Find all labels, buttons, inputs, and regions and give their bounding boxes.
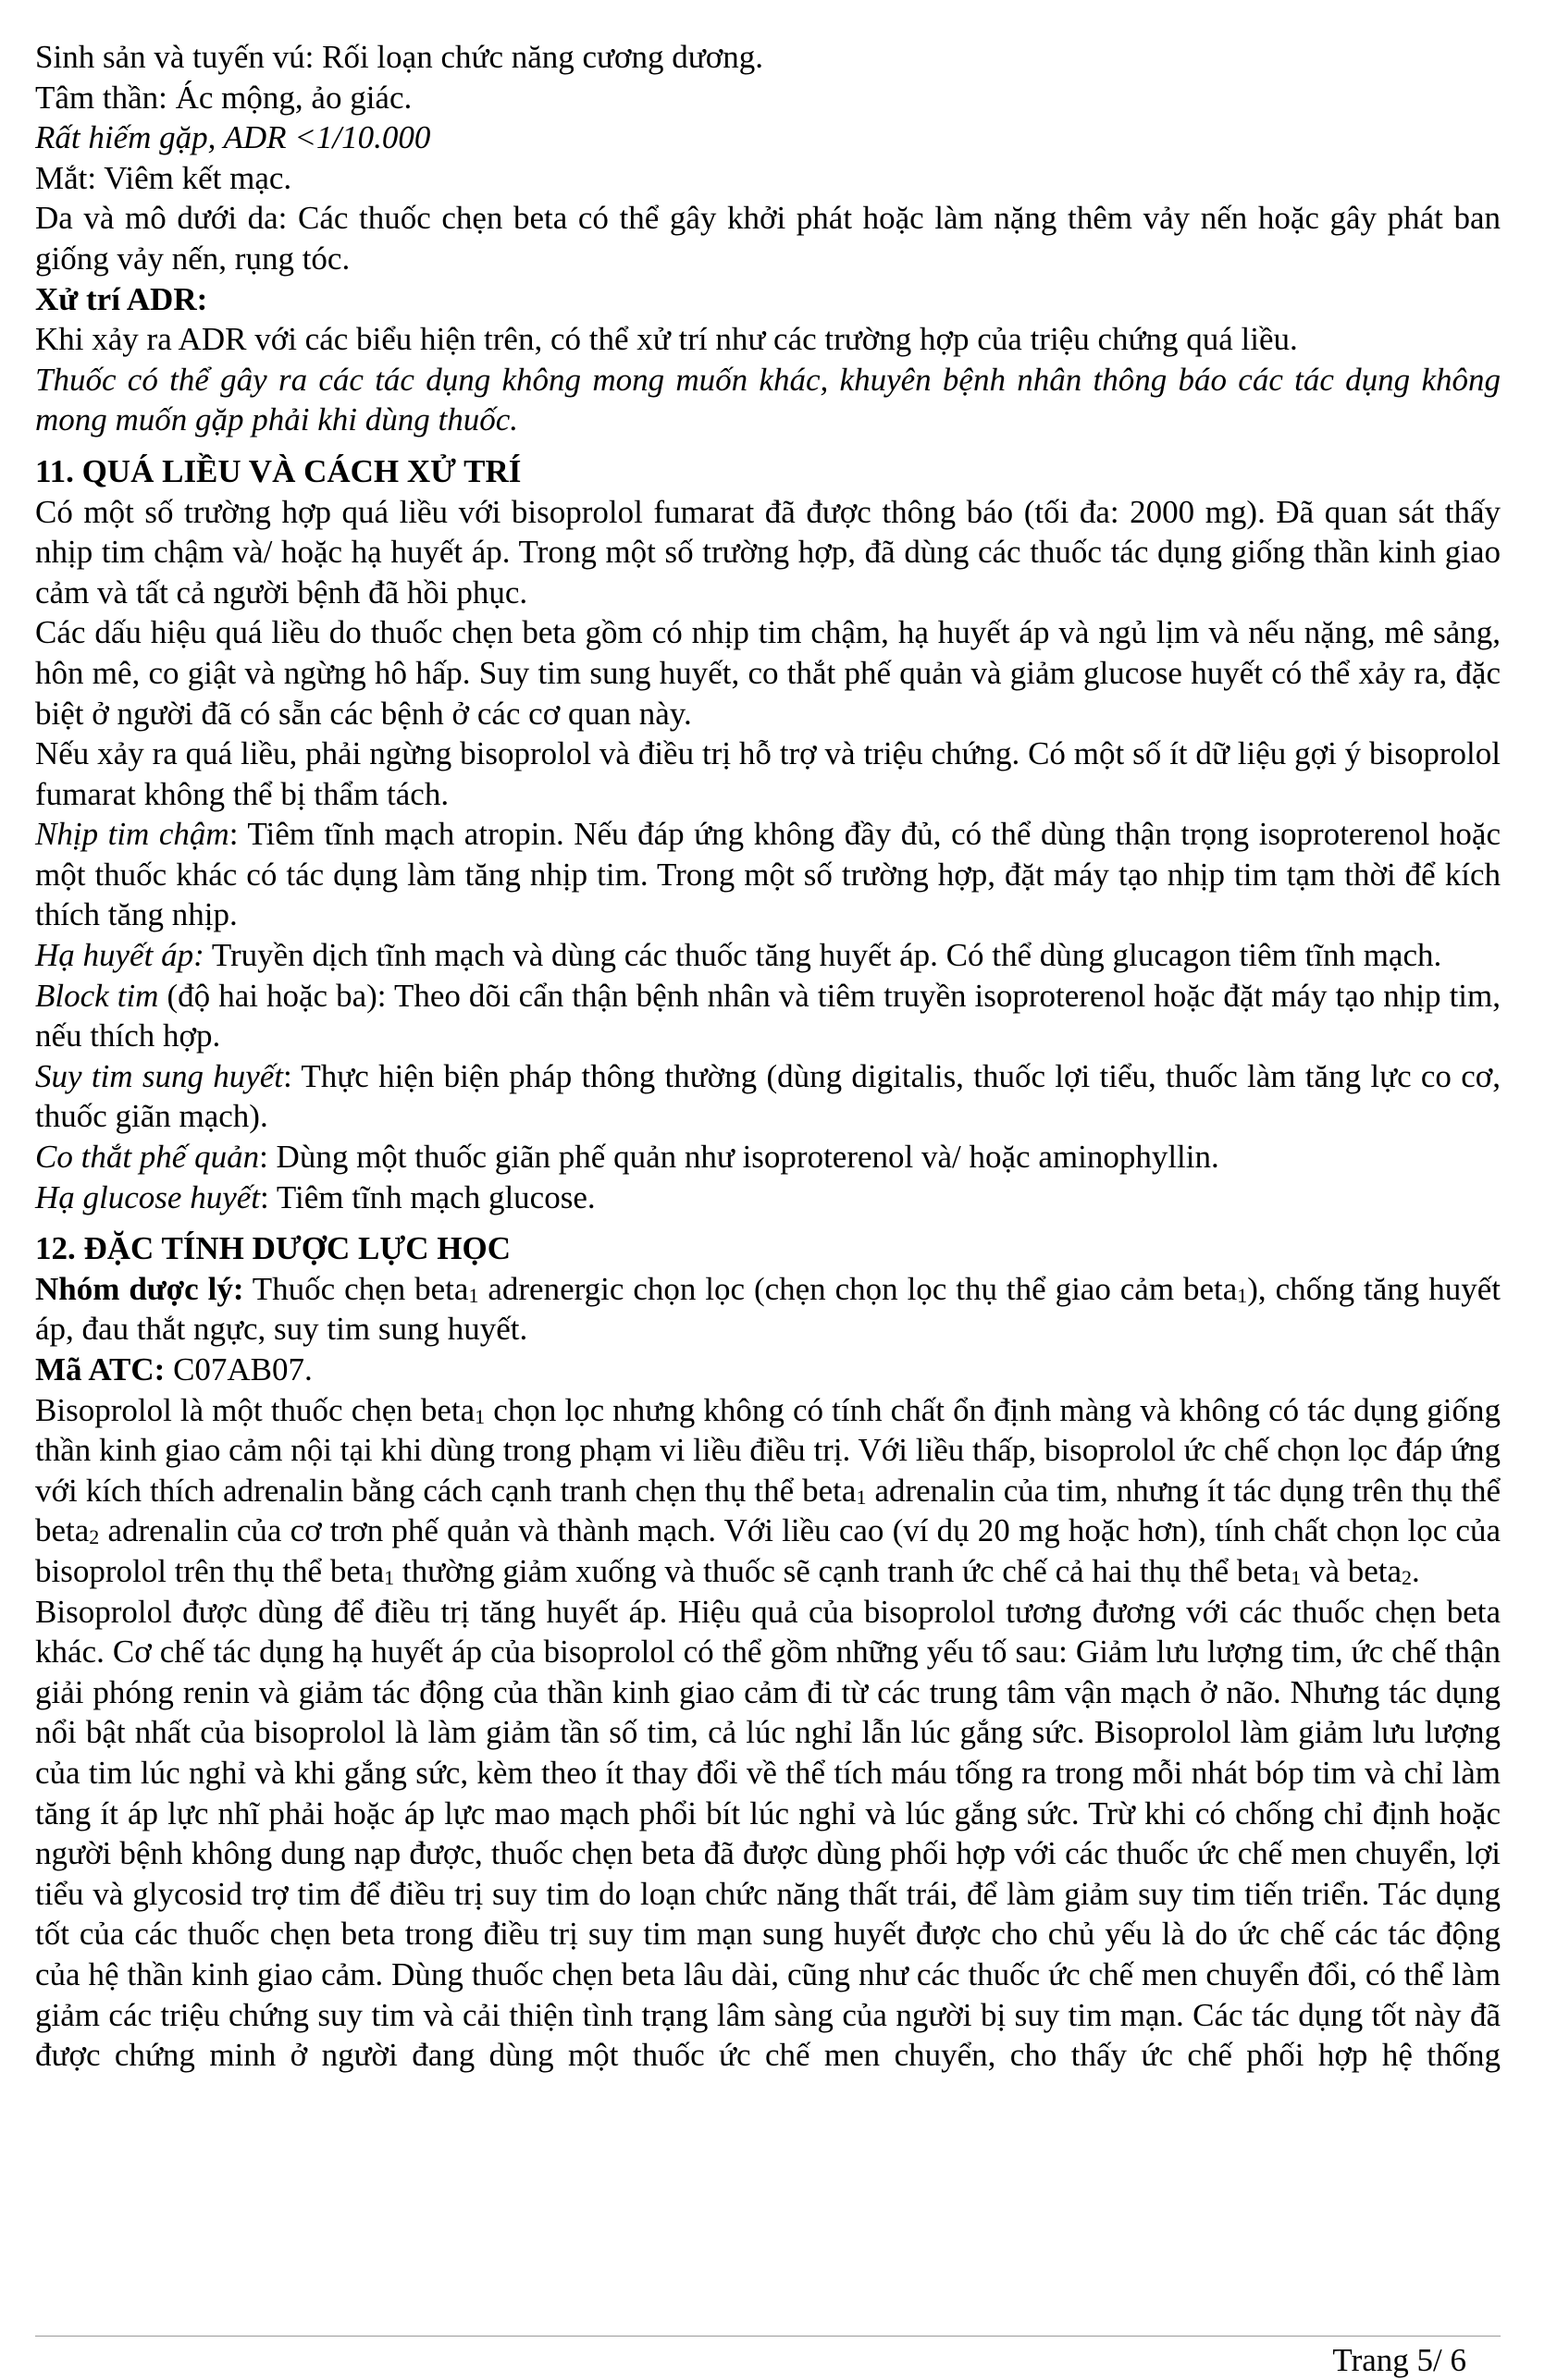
atc-value: C07AB07. — [165, 1351, 313, 1387]
group-label: Nhóm dược lý: — [35, 1270, 244, 1307]
treatment-heart-failure — [35, 1056, 1501, 1137]
subscript: 2 — [89, 1525, 100, 1549]
pharmacodynamics-paragraph-2: Bisoprolol được dùng để điều trị tăng huyết áp. Hiệu quả của bisoprolol tương đương với các thuốc chẹn beta khác. Cơ chế tác dụng hạ huyết áp của bisoprolol có thể gồm những yếu tố sau: Giảm lưu lượng tim, ức chế thận giải phóng renin và giảm tác động của thần kinh giao cảm đi từ các trung tâm vận mạch ở não. Nhưng tác dụng nổi bật nhất của bisoprolol là làm giảm tần số tim, cả lúc nghỉ lẫn lúc gắng sức. Bisoprolol làm giảm lưu lượng của tim lúc nghỉ và khi gắng sức, kèm theo ít thay đổi về thể tích máu tống ra trong mỗi nhát bóp tim và chỉ làm tăng ít áp lực nhĩ phải hoặc áp lực mao mạch phổi bít lúc nghỉ và lúc gắng sức. Trừ khi có chống chỉ định hoặc người bệnh không dung nạp được, thuốc chẹn beta đã được dùng phối hợp với các thuốc ức chế men chuyển, lợi tiểu và glycosid trợ tim để điều trị suy tim do loạn chức năng thất trái, để làm giảm suy tim tiến triển. Tác dụng tốt của các thuốc chẹn beta trong điều trị suy tim mạn sung huyết được cho chủ yếu là do ức chế các tác động của hệ thần kinh giao cảm. Dùng thuốc chẹn beta lâu dài, cũng như các thuốc ức chế men chuyển đổi, có thể làm giảm các triệu chứng suy tim và cải thiện tình trạng lâm sàng của người bị suy tim mạn. Các tác dụng tốt này đã được chứng minh ở người đang dùng một thuốc ức chế men chuyển, cho thấy ức chế phối hợp hệ thống — [35, 1593, 1501, 2074]
text-run: adrenalin của cơ trơn phế quản và thành mạch. Với liều cao (ví dụ 20 mg hoặc hơn), tính chất chọn lọc của bisoprolol trên thụ thể beta — [35, 1512, 1501, 1589]
treatment-text: Truyền dịch tĩnh mạch và dùng các thuốc tăng huyết áp. Có thể dùng glucagon tiêm tĩnh mạch. — [204, 937, 1442, 974]
text-run: thường giảm xuống và thuốc sẽ cạnh tranh ức chế cả hai thụ thể beta — [394, 1552, 1291, 1589]
group-text: Thuốc chẹn beta — [243, 1270, 469, 1307]
treatment-label: Nhịp tim chậm — [35, 816, 229, 853]
treatment-bradycardia — [35, 814, 1501, 935]
group-text: ), chống tăng huyết áp, đau thắt ngực, suy tim sung huyết. — [35, 1270, 1501, 1348]
atc-code — [35, 1350, 1501, 1390]
treatment-heart-block — [35, 976, 1501, 1056]
treatment-text: : Thực hiện biện pháp thông thường (dùng digitalis, thuốc lợi tiểu, thuốc làm tăng lực co cơ, thuốc giãn mạch). — [35, 1057, 1501, 1135]
treatment-text: : Dùng một thuốc giãn phế quản như isoproterenol và/ hoặc aminophyllin. — [259, 1139, 1219, 1176]
document-page — [35, 37, 1501, 2076]
treatment-text: : Tiêm tĩnh mạch atropin. Nếu đáp ứng không đầy đủ, có thể dùng thận trọng isoproterenol hoặc một thuốc khác có tác dụng làm tăng nhịp tim. Trong một số trường hợp, đặt máy tạo nhịp tim tạm thời để kích thích tăng nhịp. — [35, 816, 1501, 933]
group-text: adrenergic chọn lọc (chẹn chọn lọc thụ thể giao cảm beta — [478, 1270, 1238, 1307]
overdose-paragraph-3: Nếu xảy ra quá liều, phải ngừng bisoprolol và điều trị hỗ trợ và triệu chứng. Có một số ít dữ liệu gợi ý bisoprolol fumarat không thể bị thẩm tách. — [35, 735, 1501, 812]
line-eye: Mắt: Viêm kết mạc. — [35, 159, 292, 196]
treatment-label: Suy tim sung huyết — [35, 1057, 284, 1094]
treatment-text: : Tiêm tĩnh mạch glucose. — [259, 1178, 596, 1215]
text-run: adrenalin của tim, nhưng ít tác dụng trên thụ thể beta — [35, 1472, 1501, 1549]
subscript: 1 — [468, 1283, 479, 1307]
footer-divider — [35, 2336, 1501, 2337]
treatment-label: Co thắt phế quản — [35, 1139, 260, 1176]
treatment-label: Block tim — [35, 977, 159, 1014]
adr-management-label: Xử trí ADR: — [35, 280, 208, 317]
treatment-hypotension — [35, 935, 1501, 976]
subscript: 2 — [1402, 1565, 1413, 1589]
pharmacodynamics-paragraph-1 — [35, 1390, 1501, 1592]
subscript: 1 — [1291, 1565, 1302, 1589]
overdose-paragraph-1: Có một số trường hợp quá liều với bisoprolol fumarat đã được thông báo (tối đa: 2000 mg). Đã quan sát thấy nhịp tim chậm và/ hoặc hạ huyết áp. Trong một số trường hợp, đã dùng các thuốc tác dụng giống thần kinh giao cảm và tất cả người bệnh đã hồi phục. — [35, 493, 1501, 610]
text-run: . — [1412, 1552, 1420, 1589]
section-11-heading: 11. QUÁ LIỀU VÀ CÁCH XỬ TRÍ — [35, 452, 522, 489]
text-run: Bisoprolol là một thuốc chẹn beta — [35, 1391, 476, 1428]
subscript: 1 — [384, 1565, 395, 1589]
subscript: 1 — [856, 1485, 867, 1509]
treatment-bronchospasm — [35, 1137, 1501, 1178]
treatment-label: Hạ huyết áp: — [35, 937, 204, 974]
treatment-label: Hạ glucose huyết — [35, 1178, 260, 1215]
overdose-paragraph-2: Các dấu hiệu quá liều do thuốc chẹn beta gồm có nhịp tim chậm, hạ huyết áp và ngủ lịm và nếu nặng, mê sảng, hôn mê, co giật và ngừng hô hấp. Suy tim sung huyết, co thắt phế quản và giảm glucose huyết có thể xảy ra, đặc biệt ở người đã có sẵn các bệnh ở các cơ quan này. — [35, 614, 1501, 732]
line-very-rare: Rất hiếm gặp, ADR <1/10.000 — [35, 119, 431, 156]
treatment-text: (độ hai hoặc ba): Theo dõi cẩn thận bệnh nhân và tiêm truyền isoproterenol hoặc đặt máy tạo nhịp tim, nếu thích hợp. — [35, 977, 1501, 1054]
line-psychiatric: Tâm thần: Ác mộng, ảo giác. — [35, 79, 413, 116]
pharmacologic-group — [35, 1269, 1501, 1350]
text-run: chọn lọc nhưng không có tính chất ổn định màng và không có tác dụng giống thần kinh giao cảm nội tại khi dùng trong phạm vi liều điều trị. Với liều thấp, bisoprolol ức chế chọn lọc đáp ứng với kích thích adrenalin bằng cách cạnh tranh chẹn thụ thể beta — [35, 1391, 1501, 1509]
treatment-hypoglycemia — [35, 1178, 1501, 1218]
section-12-heading: 12. ĐẶC TÍNH DƯỢC LỰC HỌC — [35, 1230, 511, 1267]
adr-note: Thuốc có thể gây ra các tác dụng không mong muốn khác, khuyên bệnh nhân thông báo các tác dụng không mong muốn gặp phải khi dùng thuốc. — [35, 361, 1501, 438]
subscript: 1 — [475, 1404, 486, 1428]
adr-management-text: Khi xảy ra ADR với các biểu hiện trên, có thể xử trí như các trường hợp của triệu chứng quá liều. — [35, 321, 1298, 358]
text-run: và beta — [1301, 1552, 1403, 1589]
atc-label: Mã ATC: — [35, 1351, 166, 1387]
subscript: 1 — [1237, 1283, 1248, 1307]
page-number: Trang 5/ 6 — [1332, 2342, 1466, 2378]
line-reproductive: Sinh sản và tuyến vú: Rối loạn chức năng cương dương. — [35, 39, 764, 75]
line-skin: Da và mô dưới da: Các thuốc chẹn beta có thể gây khởi phát hoặc làm nặng thêm vảy nến hoặc gây phát ban giống vảy nến, rụng tóc. — [35, 200, 1501, 277]
